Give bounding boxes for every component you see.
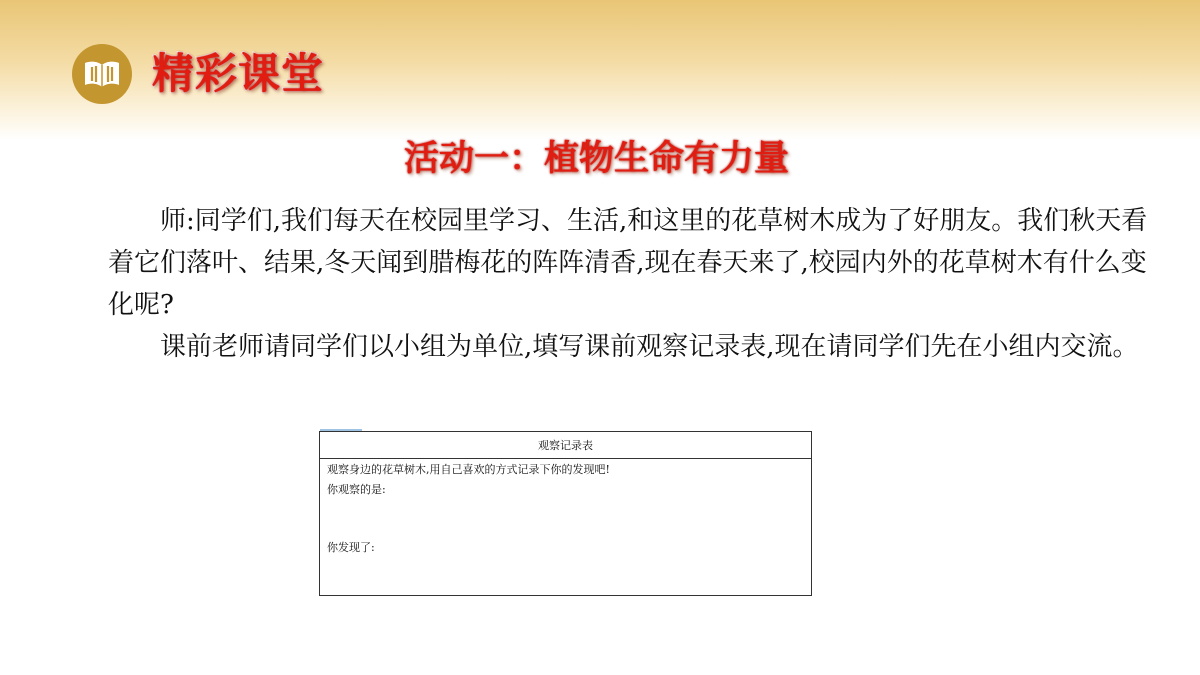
book-logo (72, 44, 132, 104)
record-table-instruction: 观察身边的花草树木,用自己喜欢的方式记录下你的发现吧! (327, 463, 610, 476)
paragraph-teacher-intro: 师:同学们,我们每天在校园里学习、生活,和这里的花草树木成为了好朋友。我们秋天看着它们落叶、结果,冬天闻到腊梅花的阵阵清香,现在春天来了,校园内外的花草树木有什么变化呢? (108, 206, 1148, 320)
section-title: 精彩课堂 (152, 49, 325, 98)
observation-record-table (319, 431, 812, 596)
observed-label: 你观察的是: (327, 483, 386, 496)
activity-title: 活动一：植物生命有力量 (404, 139, 790, 179)
paragraph-group-task: 课前老师请同学们以小组为单位,填写课前观察记录表,现在请同学们先在小组内交流。 (160, 332, 1139, 362)
record-table-title: 观察记录表 (320, 432, 811, 459)
lesson-text (108, 200, 1148, 368)
open-book-icon (83, 59, 121, 89)
found-label: 你发现了: (327, 541, 375, 554)
